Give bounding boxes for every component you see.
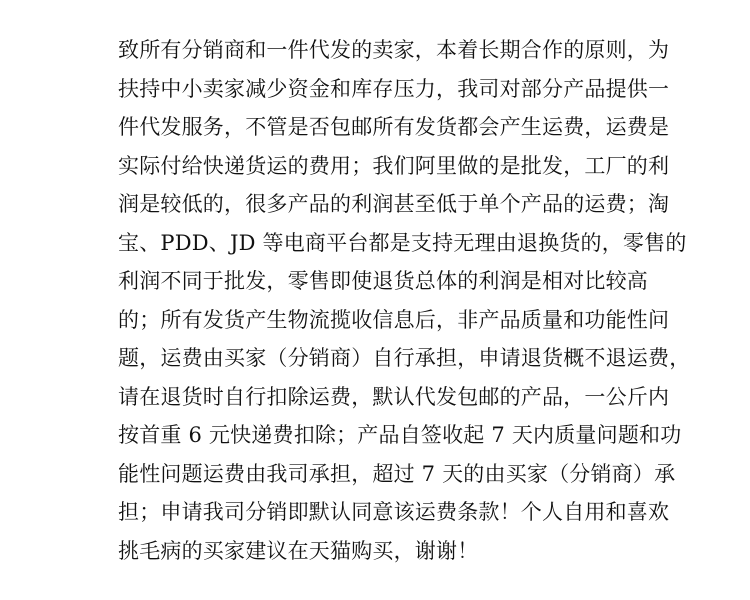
notice-line-1: 致所有分销商和一件代发的卖家，本着长期合作的原则，为	[118, 38, 670, 62]
notice-line-5: 润是较低的，很多产品的利润甚至低于单个产品的运费；淘	[118, 192, 670, 216]
notice-line-6: 宝、PDD、JD 等电商平台都是支持无理由退换货的，零售的	[118, 230, 687, 255]
notice-line-3: 件代发服务，不管是否包邮所有发货都会产生运费，运费是	[118, 115, 670, 139]
notice-line-14: 挑毛病的买家建议在天猫购买，谢谢！	[118, 538, 479, 563]
notice-line-12: 能性问题运费由我司承担，超过 7 天的由买家（分销商）承	[118, 461, 676, 486]
notice-line-10: 请在退货时自行扣除运费，默认代发包邮的产品，一公斤内	[118, 384, 670, 409]
notice-line-7: 利润不同于批发，零售即使退货总体的利润是相对比较高	[118, 269, 648, 293]
notice-line-2: 扶持中小卖家减少资金和库存压力，我司对部分产品提供一	[118, 76, 670, 101]
notice-line-13: 担；申请我司分销即默认同意该运费条款！个人自用和喜欢	[118, 500, 670, 524]
notice-line-4: 实际付给快递货运的费用；我们阿里做的是批发，工厂的利	[118, 153, 670, 178]
notice-line-11: 按首重 6 元快递费扣除；产品自签收起 7 天内质量问题和功	[118, 423, 682, 447]
notice-line-8: 的；所有发货产生物流揽收信息后，非产品质量和功能性问	[118, 307, 670, 332]
shipping-policy-notice	[118, 31, 691, 570]
notice-line-9: 题，运费由买家（分销商）自行承担，申请退货概不退运费，	[118, 346, 691, 370]
